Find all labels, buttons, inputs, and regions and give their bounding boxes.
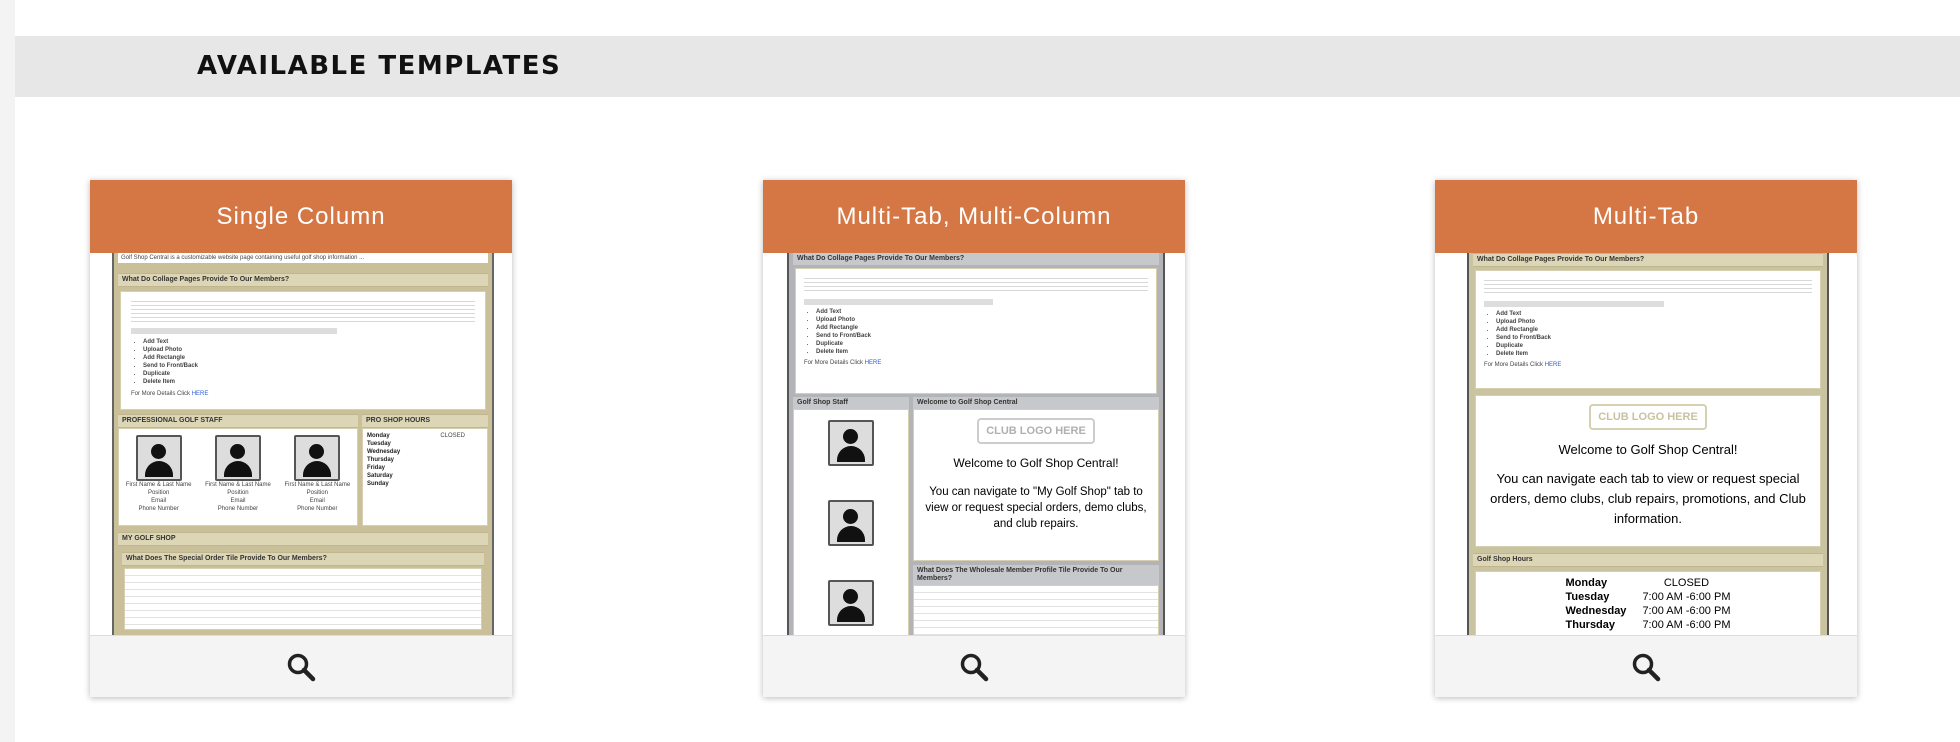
avatar-icon [828,420,874,466]
avatar-icon [828,580,874,626]
preview-button[interactable] [90,635,512,697]
table-row [1558,618,1739,632]
day: Tuesday [367,441,391,447]
hours-day: Monday [1565,577,1608,589]
preview-staff-header: Golf Shop Staff [793,397,909,409]
list-item: • Duplicate [143,370,475,378]
list-item: • Add Text [143,338,475,346]
search-icon [286,652,316,682]
list-item: • Add Text [1496,310,1812,318]
hours-time: CLOSED [1663,577,1710,589]
preview-lines [804,275,1148,293]
preview-my-shop: MY GOLF SHOP [118,532,488,546]
more-text: For More Details Click [131,391,191,397]
table-row [1558,576,1739,590]
staff-phone: Phone Number [138,506,179,512]
staff-phone: Phone Number [217,506,259,512]
template-card-multi-tab[interactable] [1435,180,1857,697]
section-header-bar [15,36,1960,97]
preview-button[interactable] [763,635,1185,697]
club-logo-placeholder: CLUB LOGO HERE [1589,404,1707,430]
staff-email: Email [151,498,167,504]
search-icon [1631,652,1661,682]
hours-table [1558,576,1739,632]
day: Wednesday [367,449,401,455]
hours-time: 7:00 AM -6:00 PM [1642,619,1731,631]
avatar-icon [828,500,874,546]
preview-q1: What Do Collage Pages Provide To Our Members? [118,273,488,287]
preview-q2: What Does The Special Order Tile Provide To Our Members? [122,552,484,566]
welcome-text: Welcome to Golf Shop Central! [1558,442,1738,457]
here-link: HERE [1544,362,1562,368]
preview-q1: What Do Collage Pages Provide To Our Members? [793,253,1159,265]
template-card-multi-tab-multi-column[interactable] [763,180,1185,697]
preview-hours-header: Golf Shop Hours [1473,553,1823,567]
preview-lines [913,585,1159,636]
list-item: • Add Rectangle [816,324,1148,332]
avatar-icon [136,435,182,481]
day: Friday [367,465,386,471]
preview-button[interactable] [1435,635,1857,697]
hours-day: Wednesday [1565,605,1627,617]
preview-lines [1484,277,1812,295]
more-text: For More Details Click [1484,362,1544,368]
navigate-text: You can navigate each tab to view or request special orders, demo clubs, club repairs, promotions, and Club information. [1490,471,1806,526]
table-row [1558,604,1739,618]
avatar-icon [215,435,261,481]
here-link: HERE [191,391,209,397]
list-item: • Delete Item [816,348,1148,356]
list-item: • Duplicate [1496,342,1812,350]
list-item: • Send to Front/Back [816,332,1148,340]
preview-q1: What Do Collage Pages Provide To Our Members? [1473,253,1823,267]
preview-q2: What Does The Wholesale Member Profile Tile Provide To Our Members? [913,565,1159,585]
card-title: Multi-Tab [1435,180,1857,253]
preview-hours-header: PRO SHOP HOURS [362,414,488,428]
template-preview [90,253,512,636]
hours-closed: CLOSED [440,433,465,439]
hours-day: Tuesday [1565,591,1610,603]
template-preview [763,253,1185,636]
preview-intro: Golf Shop Central is a customizable website page containing useful golf shop information ... [118,253,488,263]
list-item: • Send to Front/Back [1496,334,1812,342]
day: Sunday [367,481,389,487]
day: Saturday [367,473,393,479]
preview-lines [131,298,475,322]
staff-name: First Name & Last Name [284,482,351,488]
list-item: • Delete Item [143,378,475,386]
list-item: • Upload Photo [143,346,475,354]
section-title: AVAILABLE TEMPLATES [197,51,562,81]
staff-phone: Phone Number [297,506,338,512]
here-link: HERE [864,360,882,366]
table-row [1558,590,1739,604]
list-item: • Add Rectangle [1496,326,1812,334]
list-item: • Delete Item [1496,350,1812,358]
preview-lines [124,568,482,630]
day: Thursday [367,457,395,463]
card-title: Single Column [90,180,512,253]
club-logo-placeholder: CLUB LOGO HERE [977,418,1095,444]
avatar-icon [294,435,340,481]
list-item: • Upload Photo [1496,318,1812,326]
navigate-text: You can navigate to "My Golf Shop" tab to view or request special orders, demo clubs, and club repairs. [925,486,1147,530]
preview-staff-header: PROFESSIONAL GOLF STAFF [118,414,358,428]
welcome-text: Welcome to Golf Shop Central! [953,456,1119,470]
list-item: • Upload Photo [816,316,1148,324]
day: Monday [367,433,390,439]
staff-name: First Name & Last Name [205,482,271,488]
template-preview [1435,253,1857,636]
list-item: • Send to Front/Back [143,362,475,370]
staff-email: Email [230,498,246,504]
card-title: Multi-Tab, Multi-Column [763,180,1185,253]
template-card-single-column[interactable] [90,180,512,697]
list-item: • Add Rectangle [143,354,475,362]
more-text: For More Details Click [804,360,864,366]
preview-welcome-header: Welcome to Golf Shop Central [913,397,1159,409]
hours-time: 7:00 AM -6:00 PM [1642,591,1731,603]
staff-position: Position [227,490,249,496]
staff-position: Position [147,490,170,496]
hours-day: Thursday [1565,619,1616,631]
staff-name: First Name & Last Name [125,482,192,488]
list-item: • Duplicate [816,340,1148,348]
search-icon [959,652,989,682]
list-item: • Add Text [816,308,1148,316]
staff-email: Email [309,498,325,504]
staff-position: Position [306,490,328,496]
left-gutter [0,0,15,742]
hours-time: 7:00 AM -6:00 PM [1642,605,1731,617]
